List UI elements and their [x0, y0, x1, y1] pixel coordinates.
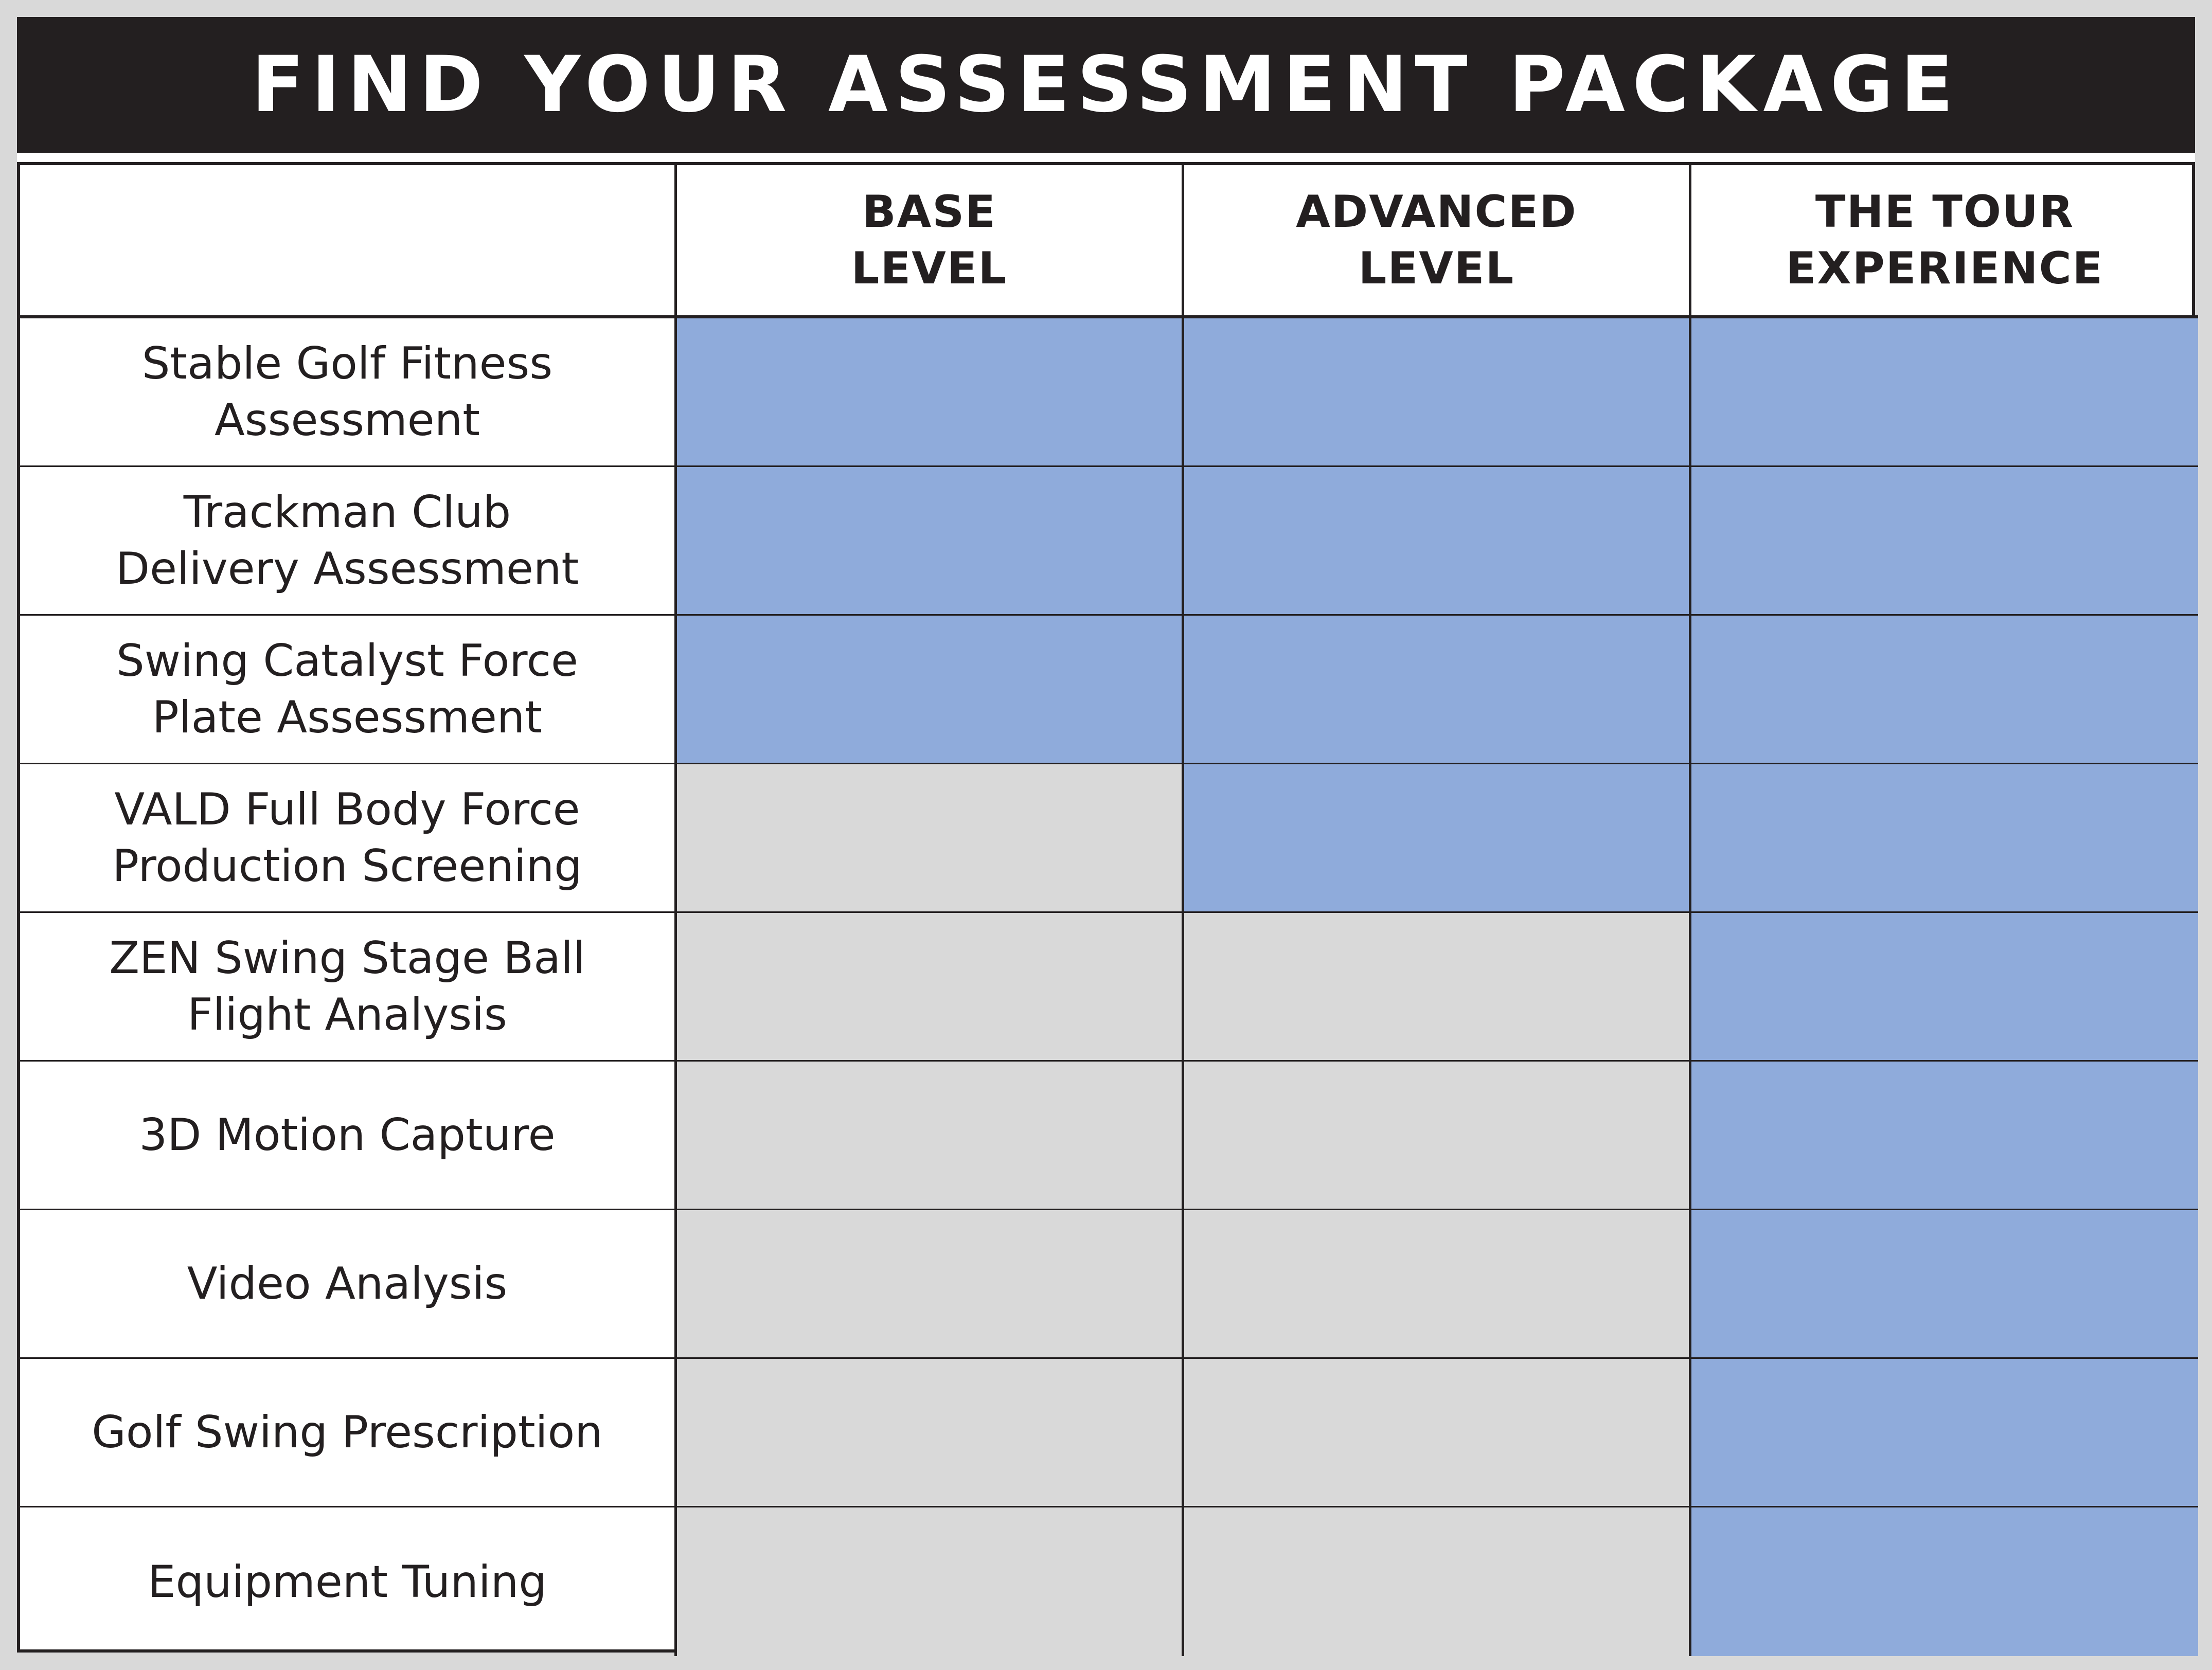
column-header-base-level: [677, 165, 1184, 318]
included-cell: [1184, 764, 1691, 913]
not-included-cell: [677, 764, 1184, 913]
included-cell: [1184, 616, 1691, 764]
included-cell: [1184, 318, 1691, 467]
feature-row-label-cell: [20, 913, 677, 1062]
feature-label: ZEN Swing Stage Ball Flight Analysis: [109, 932, 585, 1040]
included-cell: [1691, 318, 2198, 467]
feature-row-label-cell: [20, 1359, 677, 1507]
feature-row-label-cell: [20, 467, 677, 616]
not-included-cell: [677, 1062, 1184, 1210]
column-header-tour-experience: [1691, 165, 2198, 318]
included-cell: [677, 616, 1184, 764]
included-cell: [1691, 1210, 2198, 1359]
included-cell: [1691, 1359, 2198, 1507]
column-header-label: BASE LEVEL: [851, 186, 1008, 294]
column-header-advanced-level: [1184, 165, 1691, 318]
not-included-cell: [1184, 1062, 1691, 1210]
not-included-cell: [1184, 1507, 1691, 1656]
included-cell: [1184, 467, 1691, 616]
column-header-label: ADVANCED LEVEL: [1296, 186, 1577, 294]
included-cell: [1691, 1062, 2198, 1210]
included-cell: [677, 467, 1184, 616]
feature-row-label-cell: [20, 1210, 677, 1359]
feature-row-label-cell: [20, 318, 677, 467]
not-included-cell: [1184, 1210, 1691, 1359]
not-included-cell: [677, 1507, 1184, 1656]
included-cell: [1691, 1507, 2198, 1656]
feature-label: Video Analysis: [187, 1258, 508, 1309]
not-included-cell: [1184, 913, 1691, 1062]
included-cell: [677, 318, 1184, 467]
feature-label: 3D Motion Capture: [139, 1109, 556, 1161]
feature-label: Swing Catalyst Force Plate Assessment: [116, 635, 578, 743]
feature-label: Stable Golf Fitness Assessment: [141, 338, 553, 446]
included-cell: [1691, 467, 2198, 616]
feature-row-label-cell: [20, 616, 677, 764]
feature-label: VALD Full Body Force Production Screening: [112, 784, 582, 892]
column-header-label: THE TOUR EXPERIENCE: [1786, 186, 2104, 294]
not-included-cell: [677, 1210, 1184, 1359]
feature-label: Equipment Tuning: [148, 1556, 547, 1608]
feature-row-label-cell: [20, 1507, 677, 1656]
package-comparison-table: [17, 162, 2195, 1653]
feature-row-label-cell: [20, 1062, 677, 1210]
included-cell: [1691, 913, 2198, 1062]
feature-label: Trackman Club Delivery Assessment: [115, 487, 579, 595]
feature-row-label-cell: [20, 764, 677, 913]
included-cell: [1691, 764, 2198, 913]
feature-label: Golf Swing Prescription: [92, 1407, 603, 1458]
package-panel: [17, 17, 2195, 1653]
not-included-cell: [1184, 1359, 1691, 1507]
not-included-cell: [677, 1359, 1184, 1507]
page-title: FIND YOUR ASSESSMENT PACKAGE: [17, 17, 2195, 153]
header-empty-cell: [20, 165, 677, 318]
not-included-cell: [677, 913, 1184, 1062]
included-cell: [1691, 616, 2198, 764]
